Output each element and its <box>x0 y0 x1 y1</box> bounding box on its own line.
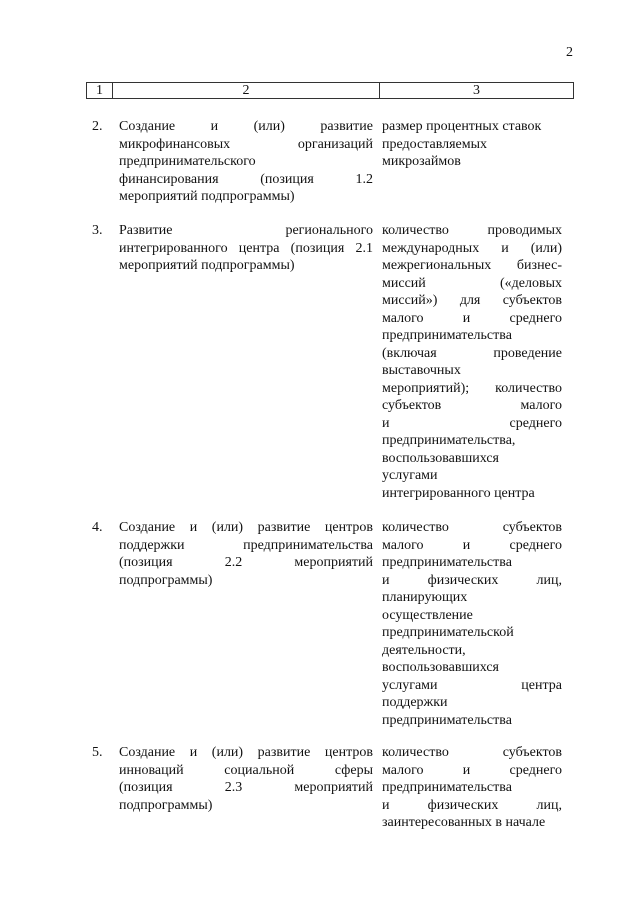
indicator-line: интегрированного центра <box>382 485 535 501</box>
indicator-line: малого и среднего <box>382 762 562 778</box>
activity-name-line: Создание и (или) развитие центров <box>119 520 373 535</box>
indicator-line: и физических лиц, <box>382 797 562 813</box>
indicator-line: размер процентных ставок <box>382 119 542 134</box>
activity-name-line: подпрограммы) <box>119 797 213 813</box>
indicator-line: предпринимательской <box>382 625 514 640</box>
row-number: 5. <box>92 745 103 760</box>
indicator-line: предпринимательства <box>382 712 512 728</box>
activity-name-line: предпринимательского <box>119 154 256 169</box>
indicator-line: воспользовавшихся <box>382 450 499 466</box>
indicator-line: услугами центра <box>382 677 562 693</box>
indicator-line: количество проводимых <box>382 223 562 238</box>
header-col2: 2 <box>113 83 380 99</box>
indicator <box>382 118 562 171</box>
indicator-line: количество субъектов <box>382 745 562 760</box>
header-col1: 1 <box>87 83 113 99</box>
indicator-line: малого и среднего <box>382 310 562 326</box>
row-number: 4. <box>92 520 103 535</box>
indicator-line: предпринимательства <box>382 780 512 795</box>
activity-name-line: инноваций социальной сферы <box>119 762 373 778</box>
indicator-line: выставочных <box>382 363 461 378</box>
activity-name <box>119 744 373 814</box>
indicator-line: деятельности, <box>382 642 466 658</box>
indicator-line: поддержки <box>382 695 448 710</box>
indicator-line: субъектов малого <box>382 398 562 413</box>
indicator-line: предпринимательства <box>382 555 512 570</box>
activity-name-line: поддержки предпринимательства <box>119 537 373 553</box>
activity-name-line: микрофинансовых организаций <box>119 136 373 152</box>
indicator-line: воспользовавшихся <box>382 660 499 675</box>
page-number: 2 <box>566 45 573 60</box>
indicator-line: межрегиональных бизнес- <box>382 258 562 273</box>
activity-name-line: мероприятий подпрограммы) <box>119 189 295 204</box>
activity-name-line: Создание и (или) развитие центров <box>119 745 373 760</box>
indicator-line: мероприятий); количество <box>382 380 562 396</box>
indicator-line: количество субъектов <box>382 520 562 535</box>
indicator <box>382 744 562 832</box>
indicator <box>382 519 562 729</box>
indicator-line: международных и (или) <box>382 240 562 256</box>
indicator-line: миссий («деловых <box>382 275 562 291</box>
activity-name <box>119 222 373 275</box>
indicator-line: осуществление <box>382 607 473 623</box>
indicator-line: предпринимательства, <box>382 433 516 448</box>
activity-name-line: (позиция 2.3 мероприятий <box>119 780 373 795</box>
indicator-line: миссий») для субъектов <box>382 293 562 308</box>
indicator-line: микрозаймов <box>382 154 461 169</box>
indicator-line: малого и среднего <box>382 537 562 553</box>
activity-name <box>119 519 373 589</box>
indicator-line: услугами <box>382 468 438 483</box>
indicator-line: и среднего <box>382 415 562 431</box>
indicator-line: и физических лиц, <box>382 572 562 588</box>
indicator-line: планирующих <box>382 590 468 605</box>
table-header <box>86 82 574 99</box>
activity-name-line: мероприятий подпрограммы) <box>119 258 295 273</box>
row-number: 3. <box>92 223 103 238</box>
indicator-line: предоставляемых <box>382 136 488 152</box>
activity-name-line: (позиция 2.2 мероприятий <box>119 555 373 570</box>
activity-name <box>119 118 373 206</box>
header-col3: 3 <box>380 83 574 99</box>
indicator-line: предпринимательства <box>382 328 512 343</box>
activity-name-line: Создание и (или) развитие <box>119 119 373 134</box>
indicator-line: заинтересованных в начале <box>382 815 546 830</box>
indicator-line: (включая проведение <box>382 345 562 361</box>
indicator <box>382 222 562 502</box>
activity-name-line: Развитие регионального <box>119 223 373 238</box>
activity-name-line: интегрированного центра (позиция 2.1 <box>119 240 373 256</box>
activity-name-line: подпрограммы) <box>119 572 213 588</box>
activity-name-line: финансирования (позиция 1.2 <box>119 171 373 187</box>
row-number: 2. <box>92 119 103 134</box>
